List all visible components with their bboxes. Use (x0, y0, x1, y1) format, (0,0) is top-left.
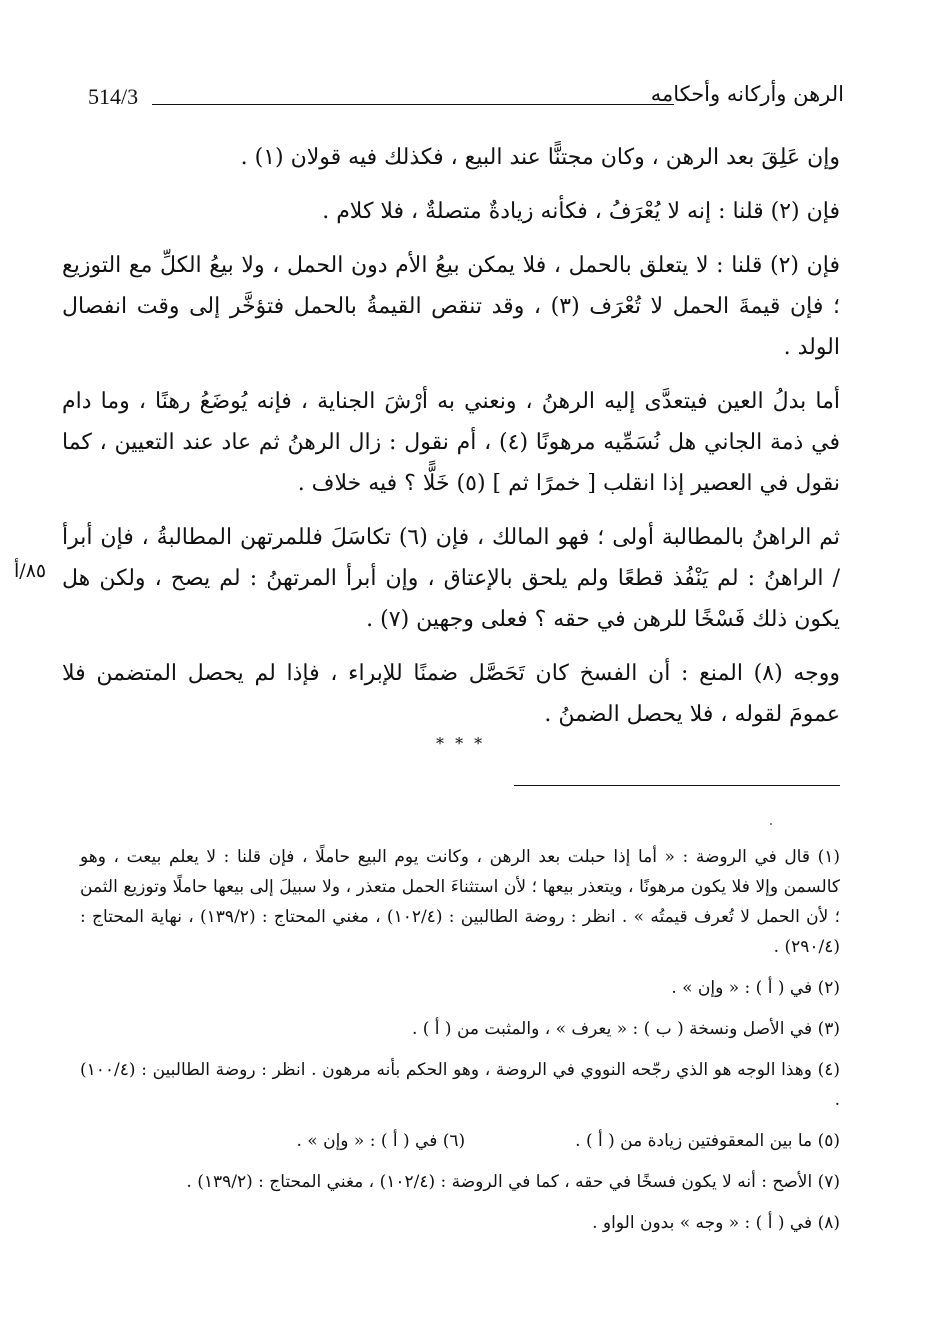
footnote-row (80, 1126, 840, 1156)
running-title: الرهن وأركانه وأحكامه (650, 82, 844, 106)
running-header (88, 82, 844, 116)
paragraph: أما بدلُ العين فيتعدَّى إليه الرهنُ ، ونعني به أرْشَ الجناية ، فإنه يُوضَعُ رهنًا ، وما دام في ذمة الجاني هل نُسَمِّيه مرهونًا (٤) ، أم نقول : زال الرهنُ ثم عاد عند التعيين ، كما نقول في العصير إذا انقلب [ خمرًا ثم ] (٥) خَلًّا ؟ فيه خلاف . (62, 389, 840, 496)
footnote-7: (٧) الأصح : أنه لا يكون فسخًا في حقه ، كما في الروضة : (١٠٢/٤) ، مغني المحتاج : (١٣٩/٢) . (186, 1172, 840, 1192)
section-separator: * * * (436, 734, 486, 753)
paragraph: ووجه (٨) المنع : أن الفسخ كان تَحَصَّل ضمنًا للإبراء ، فإذا لم يحصل المتضمن فلا عمومَ لقوله ، فلا يحصل الضمنُ . (62, 661, 840, 727)
page-number: 514/3 (88, 84, 139, 109)
footnote-1: (١) قال في الروضة : « أما إذا حبلت بعد الرهن ، وكانت يوم البيع حاملًا ، فإن قلنا : لا يعلم بيعت ، وهو كالسمن وإلا فلا يكون مرهونًا ، ويتعذر بيعها ؛ لأن استثناءَ الحمل متعذر ، ولا سبيلَ إلى بيعها حاملًا وتوزيع الثمن ؛ لأن الحمل لا تُعرف قيمتُه » . انظر : روضة الطالبين : (١٠٢/٤) ، مغني المحتاج : (١٣٩/٢) ، نهاية المحتاج : (٢٩٠/٤) . (80, 847, 841, 957)
footnote-3: (٣) في الأصل ونسخة ( ب ) : « يعرف » ، والمثبت من ( أ ) . (411, 1019, 840, 1039)
footnote-5: (٥) ما بين المعقوفتين زيادة من ( أ ) . (575, 1131, 840, 1151)
paragraph: فإن (٢) قلنا : إنه لا يُعْرَفُ ، فكأنه زيادةٌ متصلةٌ ، فلا كلام . (322, 199, 840, 224)
header-rule (152, 104, 674, 105)
footnotes (80, 842, 840, 1249)
footnote-rule (514, 785, 840, 786)
paragraph: وإن عَلِقَ بعد الرهن ، وكان مجتنًّا عند البيع ، فكذلك فيه قولان (١) . (240, 145, 840, 170)
main-text (62, 137, 840, 748)
footnote-6: (٦) في ( أ ) : « وإن » . (296, 1131, 466, 1151)
manuscript-folio-note: ٨٥/أ (14, 560, 47, 582)
footnote-4: (٤) وهذا الوجه هو الذي رجّحه النووي في الروضة ، وهو الحكم بأنه مرهون . انظر : روضة الطالبين : (١٠٠/٤) . (80, 1060, 840, 1110)
stray-dot (770, 823, 772, 825)
footnote-8: (٨) في ( أ ) : « وجه » بدون الواو . (592, 1213, 840, 1233)
footnote-2: (٢) في ( أ ) : « وإن » . (671, 978, 840, 998)
paragraph: فإن (٢) قلنا : لا يتعلق بالحمل ، فلا يمكن بيعُ الأم دون الحمل ، ولا بيعُ الكلِّ مع التوزيع ؛ فإن قيمةَ الحمل لا تُعْرَف (٣) ، وقد تنقص القيمةُ بالحمل فتؤخَّر إلى وقت انفصال الولد . (62, 253, 840, 360)
paragraph: ثم الراهنُ بالمطالبة أولى ؛ فهو المالك ، فإن (٦) تكاسَلَ فللمرتهن المطالبةُ ، فإن أبرأ / الراهنُ : لم يَنْفُذ قطعًا ولم يلحق بالإعتاق ، وإن أبرأ المرتهنُ : لم يصح ، ولكن هل يكون ذلك فَسْخًا للرهن في حقه ؟ فعلى وجهين (٧) . (62, 525, 840, 632)
